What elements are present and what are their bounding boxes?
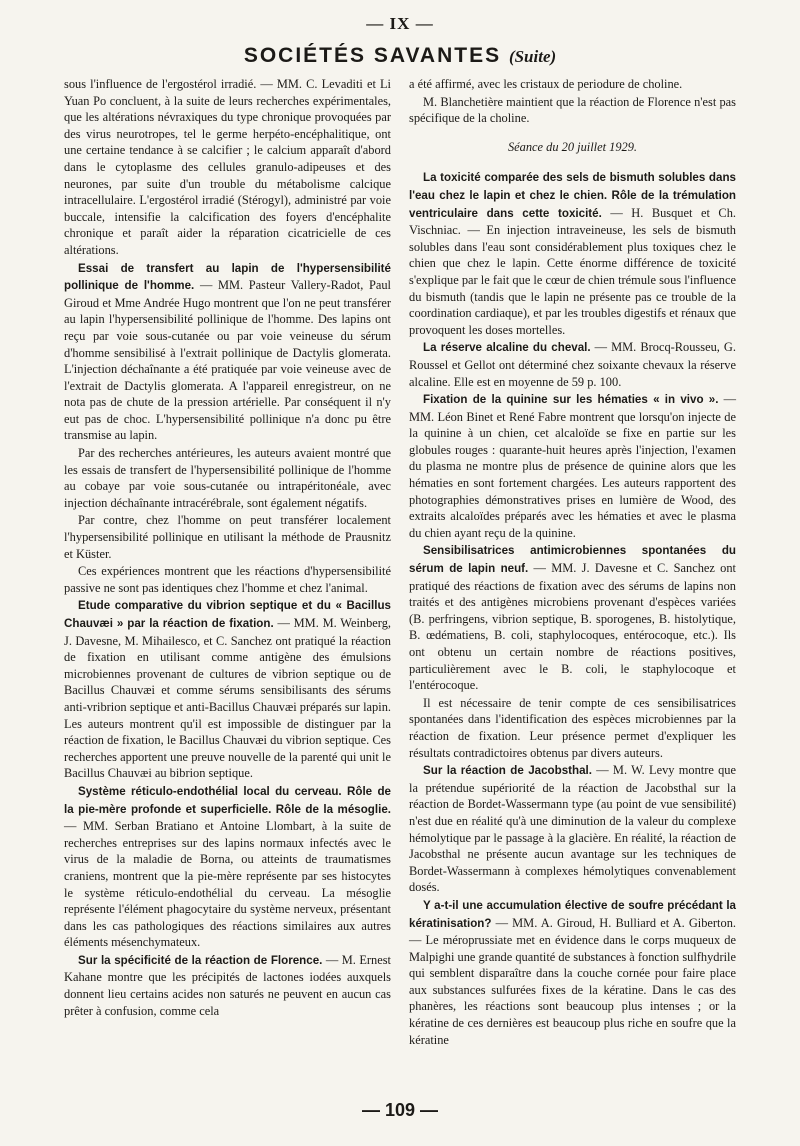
abstract-body: — H. Busquet et Ch. Vischniac. — En injection intraveineuse, les sels de bismuth solubles dans l'eau sont considérablement plus toxiques chez le chien que chez le lapin. Cette énorme différence de toxicité s'explique par le fait que le cœur de chien trémule sous l'influence du bismuth (tandis que le lapin ne présente pas ce trouble de la coordination cardiaque), et par les troubles digestifs et rénaux que provoquent les doses mortelles. [409, 205, 736, 337]
abstract-paragraph [409, 391, 736, 541]
paragraph: sous l'influence de l'ergostérol irradié. — MM. C. Levaditi et Li Yuan Po concluent, à la suite de leurs recherches expérimentales, que les altérations névraxiques du type chronique provoquées par des virus neurotropes, tel le germe herpéto-encéphalitique, ont une certaine tendance à se calcifier ; le calcium apparaît d'abord dans le cytoplasme des cellules granulo-adipeuses et des neurones, par suite d'un trouble du métabolisme calcique intracellulaire. L'ergostérol irradié (Stérogyl), administré par voie buccale, intensifie la calcification des foyers d'encéphalite chronique et paraît aider la réparation cicatricielle de ces altérations. [64, 77, 391, 257]
section-title [0, 44, 800, 68]
paragraph: Ces expériences montrent que les réactions d'hypersensibilité passive ne sont pas identiques chez l'homme et chez l'animal. [64, 564, 391, 595]
abstract-heading: Essai de transfert au lapin de l'hypersensibilité pollinique de l'homme. [64, 261, 391, 293]
abstract-body: — MM. Léon Binet et René Fabre montrent que lorsqu'on injecte de la quinine à un chien, cet alcaloïde se fixe en partie sur les globules rouges : quarante-huit heures après l'injection, l'examen du plasma ne montre plus de présence de quinine alors que les hématies en sont fortement chargées. Les auteurs rapportent des photographies démonstratives prises en lumière de Wood, des extraits alcaloïdes préparés avec les hématies et avec le plasma du chien ayant reçu de la quinine. [409, 392, 736, 540]
abstract-body: — MM. M. Weinberg, J. Davesne, M. Mihailesco, et C. Sanchez ont pratiqué la réaction de fixation en utilisant comme antigène des émulsions microbiennes provenant de cultures de vibrion septique ou de Bacillus Chauvæi et comme sérums sensibilisants des sérums anti-vribrion septique et anti-Bacillus Chauvæi préparés sur lapin. Les auteurs montrent qu'il est impossible de distinguer par la réaction de fixation, le Bacillus Chauvæi du vibrion septique. Ces recherches apportent une preuve nouvelle de la parenté qui unit le Bacillus Chauvæi au bibrion septique. [64, 616, 391, 781]
paragraph: a été affirmé, avec les cristaux de periodure de choline. [409, 77, 683, 91]
abstract-heading: Système réticulo-endothélial local du cerveau. Rôle de la pie-mère profonde et superficielle. Rôle de la mésoglie. [64, 784, 391, 816]
left-column [64, 76, 391, 1020]
abstract-body: — MM. A. Giroud, H. Bulliard et A. Giberton. — Le méroprussiate met en évidence dans le corps muqueux de Malpighi une grande quantité de substances à fonction sulfhydrile qui semblent disparaître dans la couche cornée pour faire place aux substances sulfurées fixes de la kératine. Dans le cas des phanères, les réactions sont beaucoup plus intenses ; or la kératine de ces dernières est beaucoup plus riche en soufre que la kératine [409, 915, 736, 1047]
abstract-heading: Sur la réaction de Jacobsthal. [423, 764, 592, 778]
abstract-paragraph [64, 260, 391, 445]
paragraph: Il est nécessaire de tenir compte de ces sensibilisatrices spontanées dans l'identification des espèces microbiennes par la réaction de fixation. Leur présence permet d'expliquer les résultats contradictoires obtenus par divers auteurs. [409, 695, 736, 760]
paragraph: Par des recherches antérieures, les auteurs avaient montré que les essais de transfert de l'hypersensibilité pollinique de l'homme au cobaye par voie sous-cutanée ou intrapéritonéale, avec injection déchaînante intracérébrale, sont également négatifs. [64, 446, 391, 510]
abstract-paragraph [64, 952, 391, 1019]
abstract-heading: Y a-t-il une accumulation élective de soufre précédant la kératinisation? [409, 898, 736, 930]
section-title-text: SOCIÉTÉS SAVANTES [243, 44, 502, 67]
abstract-paragraph [409, 169, 736, 338]
abstract-paragraph [409, 339, 736, 390]
abstract-heading: Etude comparative du vibrion septique et du « Bacillus Chauvæi » par la réaction de fixation. [64, 599, 391, 630]
abstract-body: — M. W. Levy montre que la prétendue supériorité de la réaction de Jacobsthal sur la réaction de Bordet-Wassermann type (au point de vue sensibilité) n'est due en réalité qu'à une diminution de la valeur du complexe hémolytique par le passage à la glacière. En réalité, la réaction de Jacobsthal ne présente aucun avantage sur les techniques de Bordet-Wassermann à complexes hémolytiques convenablement dosés. [409, 763, 736, 895]
abstract-body: — MM. Brocq-Rousseu, G. Roussel et Gellot ont déterminé chez soixante chevaux la réserve alcaline. Elle est en moyenne de 59 p. 100. [409, 340, 736, 389]
paragraph: M. Blanchetière maintient que la réaction de Florence n'est pas spécifique de la choline. [409, 94, 736, 126]
roman-page-number: — IX — [366, 14, 434, 33]
section-title-suffix: (Suite) [508, 47, 557, 66]
abstract-heading: Sur la spécificité de la réaction de Florence. [78, 953, 323, 967]
abstract-body: — M. Ernest Kahane montre que les précipités de lactones iodées auxquels donnent lieu certains acides non saturés ne peuvent en aucun cas prêter à confusion, comme cela [64, 952, 392, 1018]
abstract-paragraph [64, 783, 391, 951]
paragraph: Par contre, chez l'homme on peut transférer localement l'hypersensibilité pollinique en utilisant la méthode de Prausnitz et Küster. [64, 513, 391, 561]
right-column [409, 76, 736, 1049]
abstract-heading: La toxicité comparée des sels de bismuth solubles dans l'eau chez le lapin et chez le chien. Rôle de la trémulation ventriculaire dans cette toxicité. [409, 171, 736, 220]
abstract-body: — MM. J. Davesne et C. Sanchez ont pratiqué des réactions de fixation avec des sérums de lapins non traités et des antigènes microbiens provenant d'espèces variées (B. perfringens, vibrion septique, B. sporogenes, B. histolytique, B. œdématiens, B. coli, staphylocoques, entérocoque, etc.). Ils ont obtenu un certain nombre de réactions positives, particulièrement avec le B. coli, le staphylocoque et l'entérocoque. [409, 561, 736, 693]
abstract-heading: La réserve alcaline du cheval. [423, 341, 591, 355]
abstract-body: — MM. Pasteur Vallery-Radot, Paul Giroud et Mme Andrée Hugo montrent que l'on ne peut transférer au lapin l'hypersensibilité pollinique de l'homme. Des lapins ont reçu par voie sous-cutanée ou par voie veineuse du sérum d'homme sensibilisé à l'extrait pollinique de Dactylis glomerata. L'injection déchaînante a été pratiquée par voie veineuse avec de l'extrait de Dactylis glomerata. A l'appareil enregistreur, on ne nota pas de chute de la pression artérielle. Par conséquent il n'y eut pas de choc. L'hypersensibilité pollinique n'a donc pu être transmise au lapin. [64, 278, 391, 443]
abstract-heading: Sensibilisatrices antimicrobiennes spontanées du sérum de lapin neuf. [409, 544, 736, 576]
abstract-body: — MM. Serban Bratiano et Antoine Llombart, à la suite de recherches entreprises sur des lapins normaux infectés avec le virus de la maladie de Borna, ou atteints de traumatismes craniens, montrent que la pie-mère représente par ses histocytes le système réticulo-endothélial du cerveau. La mésoglie représente l'élément phagocytaire du système nerveux, présentant dans les cas pathologiques des réactions similaires aux autres éléments mésenchymateux. [64, 819, 391, 950]
abstract-paragraph [64, 597, 391, 782]
abstract-paragraph [409, 762, 736, 896]
abstract-paragraph [409, 542, 736, 693]
session-date: Séance du 20 juillet 1929. [507, 139, 638, 154]
page-number: — 109 — [361, 1100, 439, 1120]
abstract-heading: Fixation de la quinine sur les hématies « in vivo ». [423, 393, 719, 407]
abstract-paragraph [409, 897, 736, 1048]
